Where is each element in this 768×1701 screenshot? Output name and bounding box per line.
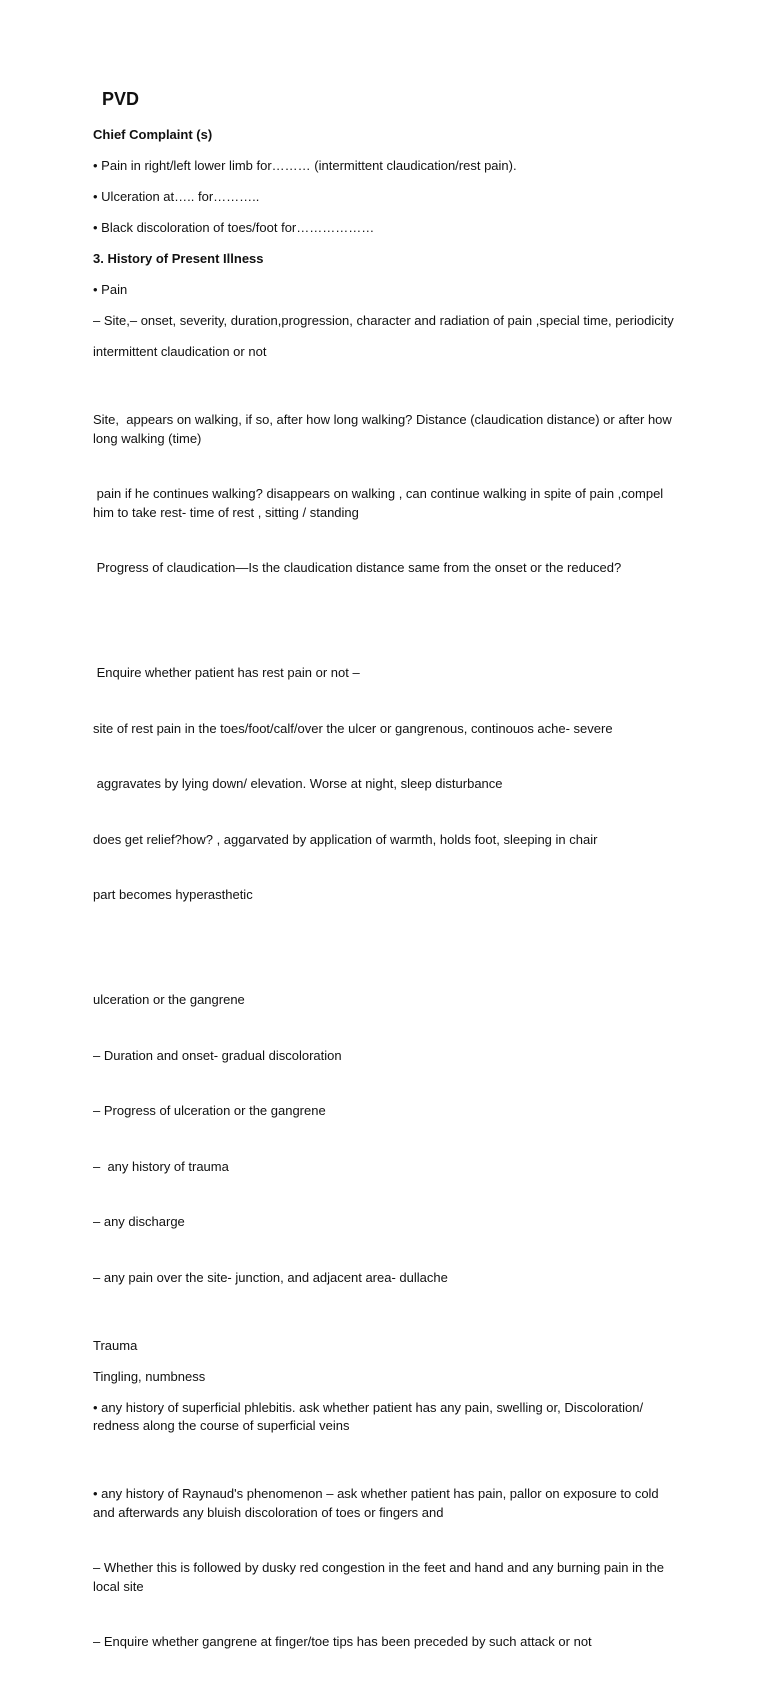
tingling-label: Tingling, numbness	[93, 1368, 206, 1384]
claudication-line: Site, appears on walking, if so, after how long walking? Distance (claudication distance) or after how long walking (time)	[93, 412, 676, 446]
rest-pain-paragraph	[93, 627, 683, 942]
claudication-line: pain if he continues walking? disappears on walking , can continue walking in spite of pain ,compel him to take rest- time of rest , sitting / standing	[93, 486, 667, 520]
ulceration-line: – Duration and onset- gradual discoloration	[93, 1047, 342, 1063]
ulceration-line: – any history of trauma	[93, 1158, 229, 1174]
chief-complaint-item: • Black discoloration of toes/foot for………………	[93, 220, 375, 235]
hpi-heading: 3. History of Present Illness	[93, 251, 264, 266]
chief-complaint-item: • Ulceration at….. for………..	[93, 189, 260, 204]
rest-pain-line: site of rest pain in the toes/foot/calf/over the ulcer or gangrenous, continouos ache- severe	[93, 720, 613, 736]
claudication-label: intermittent claudication or not	[93, 344, 267, 359]
rest-pain-line: does get relief?how? , aggarvated by application of warmth, holds foot, sleeping in chair	[93, 831, 598, 847]
ulceration-line: – Progress of ulceration or the gangrene	[93, 1103, 326, 1118]
ulceration-paragraph	[93, 954, 683, 1324]
claudication-line: Progress of claudication—Is the claudication distance same from the onset or the reduced?	[93, 560, 622, 575]
phlebitis-paragraph: • any history of superficial phlebitis. ask whether patient has any pain, swelling or, Discoloration/ redness along the course of superficial veins	[93, 1399, 647, 1433]
document-body	[93, 126, 683, 1701]
raynaud-paragraph	[93, 1448, 683, 1689]
trauma-label: Trauma	[93, 1337, 138, 1353]
ulceration-line: ulceration or the gangrene	[93, 992, 245, 1007]
chief-complaint-item: • Pain in right/left lower limb for……… (intermittent claudication/rest pain).	[93, 158, 517, 173]
rest-pain-line: aggravates by lying down/ elevation. Worse at night, sleep disturbance	[93, 776, 503, 791]
rest-pain-line: part becomes hyperasthetic	[93, 887, 253, 902]
raynaud-line: – Whether this is followed by dusky red congestion in the feet and hand and any burning pain in the local site	[93, 1560, 668, 1594]
ulceration-line: – any discharge	[93, 1214, 185, 1229]
chief-complaint-heading: Chief Complaint (s)	[93, 127, 213, 142]
claudication-paragraph	[93, 374, 683, 615]
ulceration-line: – any pain over the site- junction, and adjacent area- dullache	[93, 1269, 448, 1285]
raynaud-line: • any history of Raynaud's phenomenon – ask whether patient has pain, pallor on exposure to cold and afterwards any bluish discoloration of toes or fingers and	[93, 1486, 663, 1520]
pain-bullet: • Pain	[93, 282, 128, 297]
raynaud-line: – Enquire whether gangrene at finger/toe tips has been preceded by such attack or not	[93, 1634, 592, 1649]
page-title: PVD	[102, 89, 140, 109]
pain-details: – Site,– onset, severity, duration,progression, character and radiation of pain ,special time, periodicity	[93, 313, 674, 328]
rest-pain-line: Enquire whether patient has rest pain or not –	[93, 665, 360, 680]
